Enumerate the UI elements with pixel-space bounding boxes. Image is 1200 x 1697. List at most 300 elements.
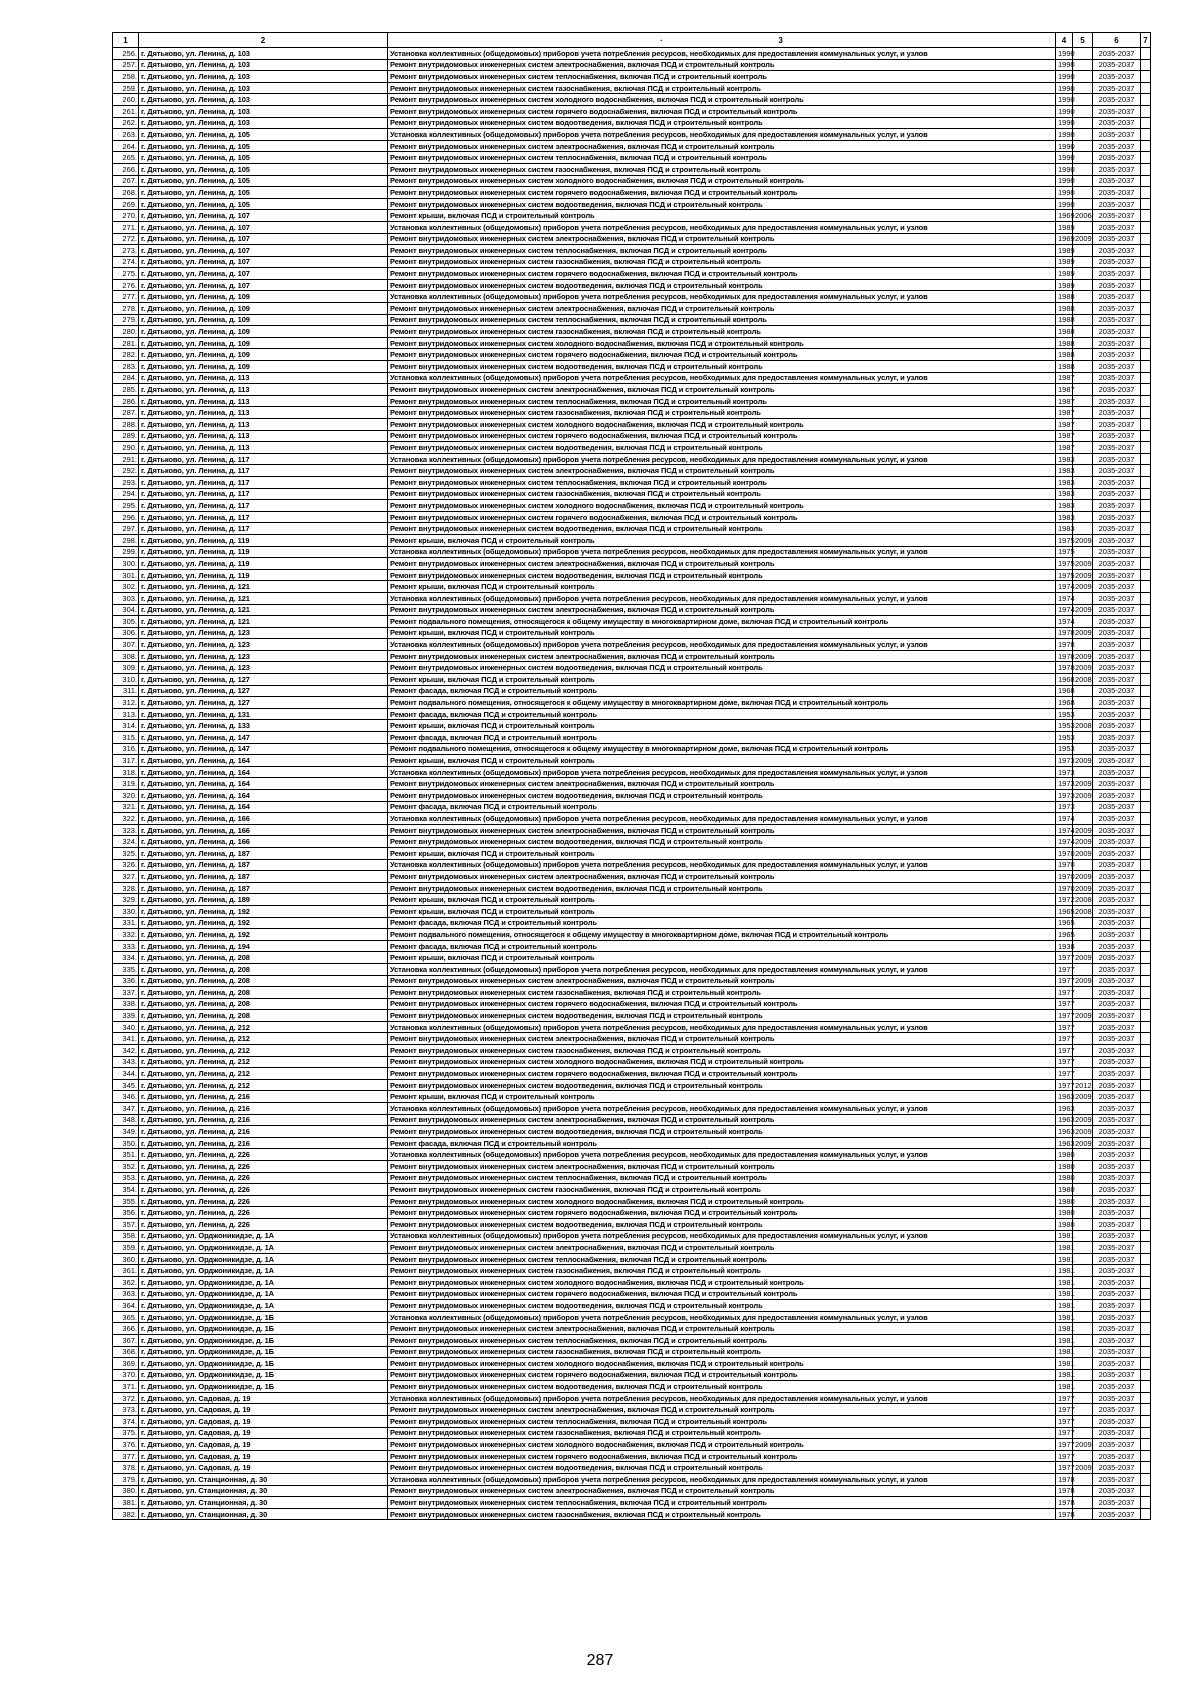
work-type-cell: Ремонт внутридомовых инженерных систем горячего водоснабжения, включая ПСД и строительный контроль bbox=[388, 430, 1056, 442]
row-number: 266. bbox=[113, 163, 139, 175]
work-type-cell: Ремонт внутридомовых инженерных систем водоотведения, включая ПСД и строительный контроль bbox=[388, 662, 1056, 674]
work-type-cell: Ремонт внутридомовых инженерных систем водоотведения, включая ПСД и строительный контроль bbox=[388, 1126, 1056, 1138]
page-number: 287 bbox=[586, 1652, 614, 1669]
extra-cell bbox=[1141, 303, 1151, 315]
row-number: 342. bbox=[113, 1045, 139, 1057]
extra-cell bbox=[1141, 1369, 1151, 1381]
work-type-cell: Ремонт внутридомовых инженерных систем газоснабжения, включая ПСД и строительный контроль bbox=[388, 407, 1056, 419]
table-row bbox=[113, 94, 1151, 106]
work-type-cell: Ремонт крыши, включая ПСД и строительный контроль bbox=[388, 847, 1056, 859]
extra-cell bbox=[1141, 407, 1151, 419]
year-built-cell: 1990 bbox=[1056, 175, 1073, 187]
row-number: 361. bbox=[113, 1265, 139, 1277]
year-built-cell: 1981 bbox=[1056, 1381, 1073, 1393]
last-repair-year-cell bbox=[1073, 940, 1093, 952]
row-number: 286. bbox=[113, 395, 139, 407]
last-repair-year-cell bbox=[1073, 813, 1093, 825]
last-repair-year-cell bbox=[1073, 175, 1093, 187]
row-number: 296. bbox=[113, 511, 139, 523]
address-cell: г. Дятьково, ул. Ленина, д. 117 bbox=[139, 511, 388, 523]
address-cell: г. Дятьково, ул. Ленина, д. 107 bbox=[139, 233, 388, 245]
planned-period-cell: 2035-2037 bbox=[1093, 1288, 1141, 1300]
address-cell: г. Дятьково, ул. Ленина, д. 121 bbox=[139, 581, 388, 593]
extra-cell bbox=[1141, 1253, 1151, 1265]
extra-cell bbox=[1141, 882, 1151, 894]
address-cell: г. Дятьково, ул. Ленина, д. 123 bbox=[139, 650, 388, 662]
extra-cell bbox=[1141, 1161, 1151, 1173]
planned-period-cell: 2035-2037 bbox=[1093, 326, 1141, 338]
address-cell: г. Дятьково, ул. Ленина, д. 208 bbox=[139, 1010, 388, 1022]
address-cell: г. Дятьково, ул. Ленина, д. 107 bbox=[139, 221, 388, 233]
table-row bbox=[113, 395, 1151, 407]
work-type-cell: Установка коллективных (общедомовых) приборов учета потребления ресурсов, необходимых для предоставления коммунальных услуг, и узлов bbox=[388, 546, 1056, 558]
table-row bbox=[113, 581, 1151, 593]
year-built-cell: 1978 bbox=[1056, 1474, 1073, 1486]
last-repair-year-cell bbox=[1073, 1346, 1093, 1358]
table-row bbox=[113, 836, 1151, 848]
table-row bbox=[113, 1416, 1151, 1428]
last-repair-year-cell bbox=[1073, 1218, 1093, 1230]
row-number: 306. bbox=[113, 627, 139, 639]
year-built-cell: 1990 bbox=[1056, 163, 1073, 175]
planned-period-cell: 2035-2037 bbox=[1093, 639, 1141, 651]
year-built-cell: 1990 bbox=[1056, 129, 1073, 141]
planned-period-cell: 2035-2037 bbox=[1093, 1021, 1141, 1033]
planned-period-cell: 2035-2037 bbox=[1093, 511, 1141, 523]
year-built-cell: 1977 bbox=[1056, 1021, 1073, 1033]
year-built-cell: 1977 bbox=[1056, 952, 1073, 964]
extra-cell bbox=[1141, 1288, 1151, 1300]
extra-cell bbox=[1141, 871, 1151, 883]
extra-cell bbox=[1141, 824, 1151, 836]
extra-cell bbox=[1141, 1114, 1151, 1126]
work-type-cell: Ремонт внутридомовых инженерных систем водоотведения, включая ПСД и строительный контроль bbox=[388, 1462, 1056, 1474]
planned-period-cell: 2035-2037 bbox=[1093, 813, 1141, 825]
row-number: 381. bbox=[113, 1497, 139, 1509]
planned-period-cell: 2035-2037 bbox=[1093, 1474, 1141, 1486]
extra-cell bbox=[1141, 1358, 1151, 1370]
extra-cell bbox=[1141, 639, 1151, 651]
extra-cell bbox=[1141, 859, 1151, 871]
table-body bbox=[113, 48, 1151, 1520]
last-repair-year-cell bbox=[1073, 708, 1093, 720]
work-type-cell: Ремонт внутридомовых инженерных систем газоснабжения, включая ПСД и строительный контроль bbox=[388, 163, 1056, 175]
table-row bbox=[113, 198, 1151, 210]
table-row bbox=[113, 1126, 1151, 1138]
row-number: 376. bbox=[113, 1439, 139, 1451]
year-built-cell: 1975 bbox=[1056, 546, 1073, 558]
address-cell: г. Дятьково, ул. Ленина, д. 164 bbox=[139, 766, 388, 778]
work-type-cell: Ремонт фасада, включая ПСД и строительный контроль bbox=[388, 685, 1056, 697]
planned-period-cell: 2035-2037 bbox=[1093, 476, 1141, 488]
work-type-cell: Ремонт внутридомовых инженерных систем газоснабжения, включая ПСД и строительный контроль bbox=[388, 488, 1056, 500]
work-type-cell: Ремонт фасада, включая ПСД и строительный контроль bbox=[388, 708, 1056, 720]
work-type-cell: Ремонт крыши, включая ПСД и строительный контроль bbox=[388, 894, 1056, 906]
last-repair-year-cell: 2009 bbox=[1073, 1091, 1093, 1103]
work-type-cell: Ремонт подвального помещения, относящегося к общему имуществу в многоквартирном доме, включая ПСД и строительный контроль bbox=[388, 616, 1056, 628]
extra-cell bbox=[1141, 569, 1151, 581]
table-row bbox=[113, 337, 1151, 349]
row-number: 373. bbox=[113, 1404, 139, 1416]
table-row bbox=[113, 627, 1151, 639]
row-number: 264. bbox=[113, 140, 139, 152]
planned-period-cell: 2035-2037 bbox=[1093, 650, 1141, 662]
row-number: 316. bbox=[113, 743, 139, 755]
planned-period-cell: 2035-2037 bbox=[1093, 268, 1141, 280]
row-number: 307. bbox=[113, 639, 139, 651]
extra-cell bbox=[1141, 836, 1151, 848]
address-cell: г. Дятьково, ул. Ленина, д. 123 bbox=[139, 627, 388, 639]
work-type-cell: Установка коллективных (общедомовых) приборов учета потребления ресурсов, необходимых для предоставления коммунальных услуг, и узлов bbox=[388, 639, 1056, 651]
extra-cell bbox=[1141, 1450, 1151, 1462]
address-cell: г. Дятьково, ул. Садовая, д. 19 bbox=[139, 1462, 388, 1474]
year-built-cell: 1983 bbox=[1056, 465, 1073, 477]
row-number: 359. bbox=[113, 1242, 139, 1254]
table-row bbox=[113, 407, 1151, 419]
table-row bbox=[113, 233, 1151, 245]
table-row bbox=[113, 1091, 1151, 1103]
planned-period-cell: 2035-2037 bbox=[1093, 616, 1141, 628]
work-type-cell: Ремонт внутридомовых инженерных систем газоснабжения, включая ПСД и строительный контроль bbox=[388, 1427, 1056, 1439]
work-type-cell: Ремонт внутридомовых инженерных систем электроснабжения, включая ПСД и строительный контроль bbox=[388, 303, 1056, 315]
planned-period-cell: 2035-2037 bbox=[1093, 1323, 1141, 1335]
row-number: 357. bbox=[113, 1218, 139, 1230]
header-col-4: 4 bbox=[1056, 33, 1073, 48]
table-row bbox=[113, 256, 1151, 268]
table-row bbox=[113, 639, 1151, 651]
planned-period-cell: 2035-2037 bbox=[1093, 233, 1141, 245]
work-type-cell: Ремонт внутридомовых инженерных систем горячего водоснабжения, включая ПСД и строительный контроль bbox=[388, 268, 1056, 280]
extra-cell bbox=[1141, 940, 1151, 952]
extra-cell bbox=[1141, 187, 1151, 199]
planned-period-cell: 2035-2037 bbox=[1093, 1404, 1141, 1416]
planned-period-cell: 2035-2037 bbox=[1093, 1265, 1141, 1277]
year-built-cell: 1974 bbox=[1056, 592, 1073, 604]
year-built-cell: 1953 bbox=[1056, 732, 1073, 744]
extra-cell bbox=[1141, 674, 1151, 686]
last-repair-year-cell: 2008 bbox=[1073, 674, 1093, 686]
table-row bbox=[113, 1045, 1151, 1057]
address-cell: г. Дятьково, ул. Ленина, д. 105 bbox=[139, 198, 388, 210]
address-cell: г. Дятьково, ул. Орджоникидзе, д. 1А bbox=[139, 1230, 388, 1242]
extra-cell bbox=[1141, 1045, 1151, 1057]
row-number: 285. bbox=[113, 384, 139, 396]
last-repair-year-cell bbox=[1073, 1195, 1093, 1207]
last-repair-year-cell bbox=[1073, 1358, 1093, 1370]
extra-cell bbox=[1141, 140, 1151, 152]
address-cell: г. Дятьково, ул. Орджоникидзе, д. 1А bbox=[139, 1265, 388, 1277]
work-type-cell: Ремонт внутридомовых инженерных систем горячего водоснабжения, включая ПСД и строительный контроль bbox=[388, 187, 1056, 199]
last-repair-year-cell bbox=[1073, 1068, 1093, 1080]
row-number: 328. bbox=[113, 882, 139, 894]
table-row bbox=[113, 1392, 1151, 1404]
extra-cell bbox=[1141, 523, 1151, 535]
year-built-cell: 1978 bbox=[1056, 662, 1073, 674]
address-cell: г. Дятьково, ул. Ленина, д. 117 bbox=[139, 476, 388, 488]
address-cell: г. Дятьково, ул. Ленина, д. 208 bbox=[139, 987, 388, 999]
last-repair-year-cell: 2008 bbox=[1073, 720, 1093, 732]
extra-cell bbox=[1141, 1091, 1151, 1103]
planned-period-cell: 2035-2037 bbox=[1093, 1068, 1141, 1080]
year-built-cell: 1977 bbox=[1056, 1045, 1073, 1057]
address-cell: г. Дятьково, ул. Ленина, д. 216 bbox=[139, 1126, 388, 1138]
extra-cell bbox=[1141, 801, 1151, 813]
row-number: 268. bbox=[113, 187, 139, 199]
last-repair-year-cell bbox=[1073, 1056, 1093, 1068]
last-repair-year-cell bbox=[1073, 1381, 1093, 1393]
row-number: 326. bbox=[113, 859, 139, 871]
table-row bbox=[113, 569, 1151, 581]
work-type-cell: Ремонт внутридомовых инженерных систем горячего водоснабжения, включая ПСД и строительный контроль bbox=[388, 511, 1056, 523]
table-row bbox=[113, 1207, 1151, 1219]
year-built-cell: 1990 bbox=[1056, 117, 1073, 129]
year-built-cell: 1990 bbox=[1056, 140, 1073, 152]
year-built-cell: 1987 bbox=[1056, 395, 1073, 407]
planned-period-cell: 2035-2037 bbox=[1093, 1161, 1141, 1173]
extra-cell bbox=[1141, 1010, 1151, 1022]
works-table-container bbox=[112, 32, 1150, 1520]
last-repair-year-cell bbox=[1073, 1369, 1093, 1381]
address-cell: г. Дятьково, ул. Ленина, д. 192 bbox=[139, 929, 388, 941]
row-number: 270. bbox=[113, 210, 139, 222]
row-number: 298. bbox=[113, 534, 139, 546]
row-number: 378. bbox=[113, 1462, 139, 1474]
last-repair-year-cell bbox=[1073, 1392, 1093, 1404]
row-number: 354. bbox=[113, 1184, 139, 1196]
planned-period-cell: 2035-2037 bbox=[1093, 940, 1141, 952]
planned-period-cell: 2035-2037 bbox=[1093, 534, 1141, 546]
year-built-cell: 1990 bbox=[1056, 198, 1073, 210]
work-type-cell: Ремонт фасада, включая ПСД и строительный контроль bbox=[388, 917, 1056, 929]
extra-cell bbox=[1141, 94, 1151, 106]
table-row bbox=[113, 187, 1151, 199]
table-row bbox=[113, 1137, 1151, 1149]
planned-period-cell: 2035-2037 bbox=[1093, 1346, 1141, 1358]
last-repair-year-cell bbox=[1073, 279, 1093, 291]
row-number: 294. bbox=[113, 488, 139, 500]
address-cell: г. Дятьково, ул. Орджоникидзе, д. 1А bbox=[139, 1253, 388, 1265]
row-number: 329. bbox=[113, 894, 139, 906]
address-cell: г. Дятьково, ул. Ленина, д. 109 bbox=[139, 303, 388, 315]
last-repair-year-cell bbox=[1073, 129, 1093, 141]
planned-period-cell: 2035-2037 bbox=[1093, 291, 1141, 303]
planned-period-cell: 2035-2037 bbox=[1093, 697, 1141, 709]
extra-cell bbox=[1141, 1474, 1151, 1486]
work-type-cell: Ремонт крыши, включая ПСД и строительный контроль bbox=[388, 210, 1056, 222]
work-type-cell: Ремонт внутридомовых инженерных систем горячего водоснабжения, включая ПСД и строительный контроль bbox=[388, 1288, 1056, 1300]
table-row bbox=[113, 163, 1151, 175]
extra-cell bbox=[1141, 1079, 1151, 1091]
extra-cell bbox=[1141, 349, 1151, 361]
extra-cell bbox=[1141, 627, 1151, 639]
last-repair-year-cell bbox=[1073, 1103, 1093, 1115]
planned-period-cell: 2035-2037 bbox=[1093, 1358, 1141, 1370]
table-row bbox=[113, 175, 1151, 187]
row-number: 335. bbox=[113, 963, 139, 975]
year-built-cell: 1973 bbox=[1056, 766, 1073, 778]
extra-cell bbox=[1141, 975, 1151, 987]
last-repair-year-cell bbox=[1073, 697, 1093, 709]
last-repair-year-cell: 2009 bbox=[1073, 882, 1093, 894]
last-repair-year-cell bbox=[1073, 685, 1093, 697]
row-number: 287. bbox=[113, 407, 139, 419]
extra-cell bbox=[1141, 1427, 1151, 1439]
work-type-cell: Ремонт внутридомовых инженерных систем электроснабжения, включая ПСД и строительный контроль bbox=[388, 233, 1056, 245]
address-cell: г. Дятьково, ул. Станционная, д. 30 bbox=[139, 1497, 388, 1509]
work-type-cell: Ремонт внутридомовых инженерных систем водоотведения, включая ПСД и строительный контроль bbox=[388, 1218, 1056, 1230]
last-repair-year-cell: 2009 bbox=[1073, 604, 1093, 616]
last-repair-year-cell bbox=[1073, 998, 1093, 1010]
address-cell: г. Дятьково, ул. Ленина, д. 212 bbox=[139, 1021, 388, 1033]
table-row bbox=[113, 1346, 1151, 1358]
extra-cell bbox=[1141, 1276, 1151, 1288]
work-type-cell: Ремонт фасада, включая ПСД и строительный контроль bbox=[388, 801, 1056, 813]
planned-period-cell: 2035-2037 bbox=[1093, 430, 1141, 442]
table-row bbox=[113, 1427, 1151, 1439]
table-row bbox=[113, 963, 1151, 975]
last-repair-year-cell: 2009 bbox=[1073, 1126, 1093, 1138]
work-type-cell: Ремонт внутридомовых инженерных систем холодного водоснабжения, включая ПСД и строительный контроль bbox=[388, 1358, 1056, 1370]
last-repair-year-cell bbox=[1073, 1161, 1093, 1173]
address-cell: г. Дятьково, ул. Садовая, д. 19 bbox=[139, 1439, 388, 1451]
year-built-cell: 1977 bbox=[1056, 1056, 1073, 1068]
planned-period-cell: 2035-2037 bbox=[1093, 708, 1141, 720]
last-repair-year-cell bbox=[1073, 1230, 1093, 1242]
row-number: 267. bbox=[113, 175, 139, 187]
table-row bbox=[113, 442, 1151, 454]
address-cell: г. Дятьково, ул. Станционная, д. 30 bbox=[139, 1474, 388, 1486]
last-repair-year-cell bbox=[1073, 511, 1093, 523]
extra-cell bbox=[1141, 929, 1151, 941]
last-repair-year-cell bbox=[1073, 94, 1093, 106]
address-cell: г. Дятьково, ул. Ленина, д. 212 bbox=[139, 1068, 388, 1080]
row-number: 317. bbox=[113, 755, 139, 767]
address-cell: г. Дятьково, ул. Ленина, д. 117 bbox=[139, 523, 388, 535]
planned-period-cell: 2035-2037 bbox=[1093, 152, 1141, 164]
row-number: 310. bbox=[113, 674, 139, 686]
extra-cell bbox=[1141, 511, 1151, 523]
work-type-cell: Ремонт внутридомовых инженерных систем теплоснабжения, включая ПСД и строительный контроль bbox=[388, 1172, 1056, 1184]
address-cell: г. Дятьково, ул. Ленина, д. 208 bbox=[139, 952, 388, 964]
work-type-cell: Ремонт внутридомовых инженерных систем холодного водоснабжения, включая ПСД и строительный контроль bbox=[388, 1195, 1056, 1207]
planned-period-cell: 2035-2037 bbox=[1093, 407, 1141, 419]
year-built-cell: 1963 bbox=[1056, 1137, 1073, 1149]
table-row bbox=[113, 59, 1151, 71]
work-type-cell: Ремонт внутридомовых инженерных систем теплоснабжения, включая ПСД и строительный контроль bbox=[388, 1253, 1056, 1265]
extra-cell bbox=[1141, 1056, 1151, 1068]
year-built-cell: 1963 bbox=[1056, 1114, 1073, 1126]
works-table bbox=[112, 32, 1151, 1520]
extra-cell bbox=[1141, 314, 1151, 326]
header-col-3-label: 3 bbox=[778, 35, 783, 45]
table-row bbox=[113, 1334, 1151, 1346]
year-built-cell: 1953 bbox=[1056, 743, 1073, 755]
year-built-cell: 1987 bbox=[1056, 384, 1073, 396]
extra-cell bbox=[1141, 256, 1151, 268]
table-row bbox=[113, 847, 1151, 859]
row-number: 332. bbox=[113, 929, 139, 941]
extra-cell bbox=[1141, 245, 1151, 257]
planned-period-cell: 2035-2037 bbox=[1093, 963, 1141, 975]
planned-period-cell: 2035-2037 bbox=[1093, 1172, 1141, 1184]
planned-period-cell: 2035-2037 bbox=[1093, 987, 1141, 999]
table-row bbox=[113, 766, 1151, 778]
table-row bbox=[113, 546, 1151, 558]
last-repair-year-cell bbox=[1073, 917, 1093, 929]
work-type-cell: Установка коллективных (общедомовых) приборов учета потребления ресурсов, необходимых для предоставления коммунальных услуг, и узлов bbox=[388, 1311, 1056, 1323]
table-row bbox=[113, 523, 1151, 535]
work-type-cell: Ремонт внутридомовых инженерных систем водоотведения, включая ПСД и строительный контроль bbox=[388, 790, 1056, 802]
row-number: 375. bbox=[113, 1427, 139, 1439]
last-repair-year-cell bbox=[1073, 1265, 1093, 1277]
work-type-cell: Установка коллективных (общедомовых) приборов учета потребления ресурсов, необходимых для предоставления коммунальных услуг, и узлов bbox=[388, 1021, 1056, 1033]
table-row bbox=[113, 1079, 1151, 1091]
row-number: 379. bbox=[113, 1474, 139, 1486]
table-row bbox=[113, 1253, 1151, 1265]
year-built-cell: 1977 bbox=[1056, 998, 1073, 1010]
extra-cell bbox=[1141, 963, 1151, 975]
table-row bbox=[113, 674, 1151, 686]
planned-period-cell: 2035-2037 bbox=[1093, 453, 1141, 465]
extra-cell bbox=[1141, 488, 1151, 500]
address-cell: г. Дятьково, ул. Ленина, д. 103 bbox=[139, 59, 388, 71]
last-repair-year-cell bbox=[1073, 245, 1093, 257]
table-row bbox=[113, 210, 1151, 222]
table-row bbox=[113, 511, 1151, 523]
work-type-cell: Установка коллективных (общедомовых) приборов учета потребления ресурсов, необходимых для предоставления коммунальных услуг, и узлов bbox=[388, 813, 1056, 825]
planned-period-cell: 2035-2037 bbox=[1093, 1091, 1141, 1103]
table-row bbox=[113, 1323, 1151, 1335]
last-repair-year-cell bbox=[1073, 476, 1093, 488]
extra-cell bbox=[1141, 732, 1151, 744]
planned-period-cell: 2035-2037 bbox=[1093, 674, 1141, 686]
work-type-cell: Ремонт внутридомовых инженерных систем газоснабжения, включая ПСД и строительный контроль bbox=[388, 1346, 1056, 1358]
address-cell: г. Дятьково, ул. Ленина, д. 109 bbox=[139, 337, 388, 349]
row-number: 259. bbox=[113, 82, 139, 94]
table-row bbox=[113, 1358, 1151, 1370]
work-type-cell: Ремонт внутридомовых инженерных систем электроснабжения, включая ПСД и строительный контроль bbox=[388, 1323, 1056, 1335]
planned-period-cell: 2035-2037 bbox=[1093, 1230, 1141, 1242]
address-cell: г. Дятьково, ул. Ленина, д. 226 bbox=[139, 1149, 388, 1161]
address-cell: г. Дятьково, ул. Садовая, д. 19 bbox=[139, 1416, 388, 1428]
extra-cell bbox=[1141, 1218, 1151, 1230]
last-repair-year-cell bbox=[1073, 198, 1093, 210]
year-built-cell: 1973 bbox=[1056, 755, 1073, 767]
planned-period-cell: 2035-2037 bbox=[1093, 1462, 1141, 1474]
extra-cell bbox=[1141, 1404, 1151, 1416]
table-row bbox=[113, 419, 1151, 431]
table-row bbox=[113, 952, 1151, 964]
address-cell: г. Дятьково, ул. Ленина, д. 119 bbox=[139, 546, 388, 558]
table-row bbox=[113, 1508, 1151, 1520]
row-number: 291. bbox=[113, 453, 139, 465]
planned-period-cell: 2035-2037 bbox=[1093, 1485, 1141, 1497]
planned-period-cell: 2035-2037 bbox=[1093, 569, 1141, 581]
header-col-5: 5 bbox=[1073, 33, 1093, 48]
table-row bbox=[113, 117, 1151, 129]
address-cell: г. Дятьково, ул. Ленина, д. 117 bbox=[139, 500, 388, 512]
address-cell: г. Дятьково, ул. Ленина, д. 107 bbox=[139, 256, 388, 268]
last-repair-year-cell bbox=[1073, 1334, 1093, 1346]
year-built-cell: 1980 bbox=[1056, 1207, 1073, 1219]
year-built-cell: 1990 bbox=[1056, 187, 1073, 199]
table-row bbox=[113, 1300, 1151, 1312]
row-number: 333. bbox=[113, 940, 139, 952]
table-row bbox=[113, 488, 1151, 500]
table-row bbox=[113, 1369, 1151, 1381]
year-built-cell: 1987 bbox=[1056, 407, 1073, 419]
planned-period-cell: 2035-2037 bbox=[1093, 905, 1141, 917]
